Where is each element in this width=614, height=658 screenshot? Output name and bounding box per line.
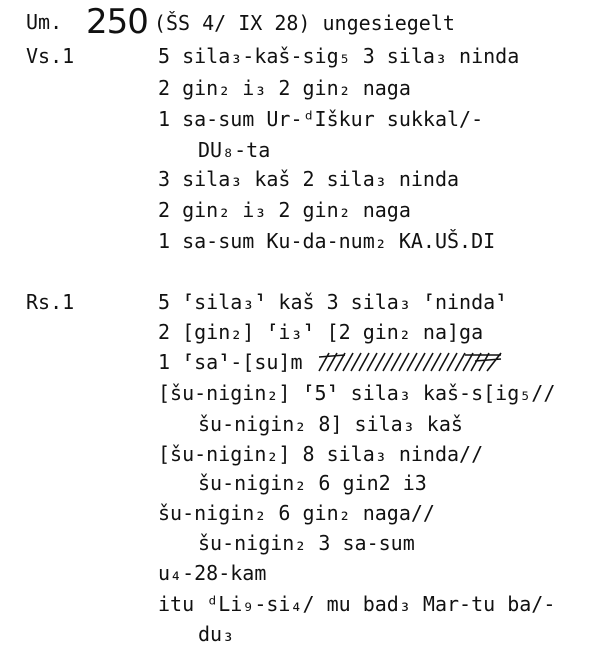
line-text: 2 gin₂ i₃ 2 gin₂ naga bbox=[158, 76, 411, 100]
reverse-line-4-continuation bbox=[0, 408, 614, 440]
obverse-line-6 bbox=[0, 225, 614, 257]
reverse-line-5-continuation bbox=[0, 467, 614, 499]
obverse-line-1 bbox=[0, 40, 614, 72]
reverse-line-1 bbox=[0, 286, 614, 318]
line-text: šu-nigin₂ 6 gin2 i3 bbox=[198, 471, 427, 495]
line-text: DU₈-ta bbox=[198, 138, 271, 162]
reverse-line-5 bbox=[0, 438, 614, 470]
line-text: šu-nigin₂ 3 sa-sum bbox=[198, 531, 415, 555]
obverse-line-4 bbox=[0, 163, 614, 195]
reverse-line-7 bbox=[0, 557, 614, 589]
line-text: 1 sa-sum Ur-ᵈIškur sukkal/- bbox=[158, 107, 484, 131]
header-prefix: Um. bbox=[26, 10, 63, 34]
reverse-line-6 bbox=[0, 497, 614, 529]
reverse-label: Rs.1 bbox=[26, 290, 75, 314]
line-text: šu-nigin₂ 8] sila₃ kaš bbox=[198, 412, 463, 436]
reverse-line-6-continuation bbox=[0, 527, 614, 559]
obverse-label: Vs.1 bbox=[26, 44, 75, 68]
reverse-line-8 bbox=[0, 588, 614, 620]
line-text: [šu-nigin₂] 8 sila₃ ninda// bbox=[158, 442, 484, 466]
line-text: 5 sila₃-kaš-sig₅ 3 sila₃ ninda bbox=[158, 44, 520, 68]
line-text: 1 sa-sum Ku-da-num₂ KA.UŠ.DI bbox=[158, 229, 496, 253]
tablet-number: 250 bbox=[86, 2, 148, 42]
reverse-line-3 bbox=[0, 346, 614, 378]
erasure-hatching bbox=[315, 349, 505, 373]
line-text: 2 [gin₂] ⸢i₃⸣ [2 gin₂ na]ga bbox=[158, 320, 484, 344]
obverse-line-2 bbox=[0, 72, 614, 104]
header-details: (ŠS 4/ IX 28) ungesiegelt bbox=[153, 11, 455, 35]
line-text: itu ᵈLi₉-si₄/ mu bad₃ Mar-tu ba/- bbox=[158, 592, 556, 616]
line-text: u₄-28-kam bbox=[158, 561, 267, 585]
obverse-line-3 bbox=[0, 103, 614, 135]
line-text: du₃ bbox=[198, 622, 235, 646]
line-text: [šu-nigin₂] ⸢5⸣ sila₃ kaš-s[ig₅// bbox=[158, 381, 556, 405]
line-text: 2 gin₂ i₃ 2 gin₂ naga bbox=[158, 198, 411, 222]
line-text: 3 sila₃ kaš 2 sila₃ ninda bbox=[158, 167, 460, 191]
line-text: 5 ⸢sila₃⸣ kaš 3 sila₃ ⸢ninda⸣ bbox=[158, 290, 508, 314]
obverse-line-5 bbox=[0, 194, 614, 226]
line-text: šu-nigin₂ 6 gin₂ naga// bbox=[158, 501, 435, 525]
line-text: 1 ⸢sa⸣-[su]m bbox=[158, 350, 303, 374]
reverse-line-4 bbox=[0, 377, 614, 409]
obverse-line-3-continuation bbox=[0, 134, 614, 166]
reverse-line-8-continuation bbox=[0, 618, 614, 650]
tablet-header bbox=[0, 2, 614, 42]
reverse-line-2 bbox=[0, 316, 614, 348]
